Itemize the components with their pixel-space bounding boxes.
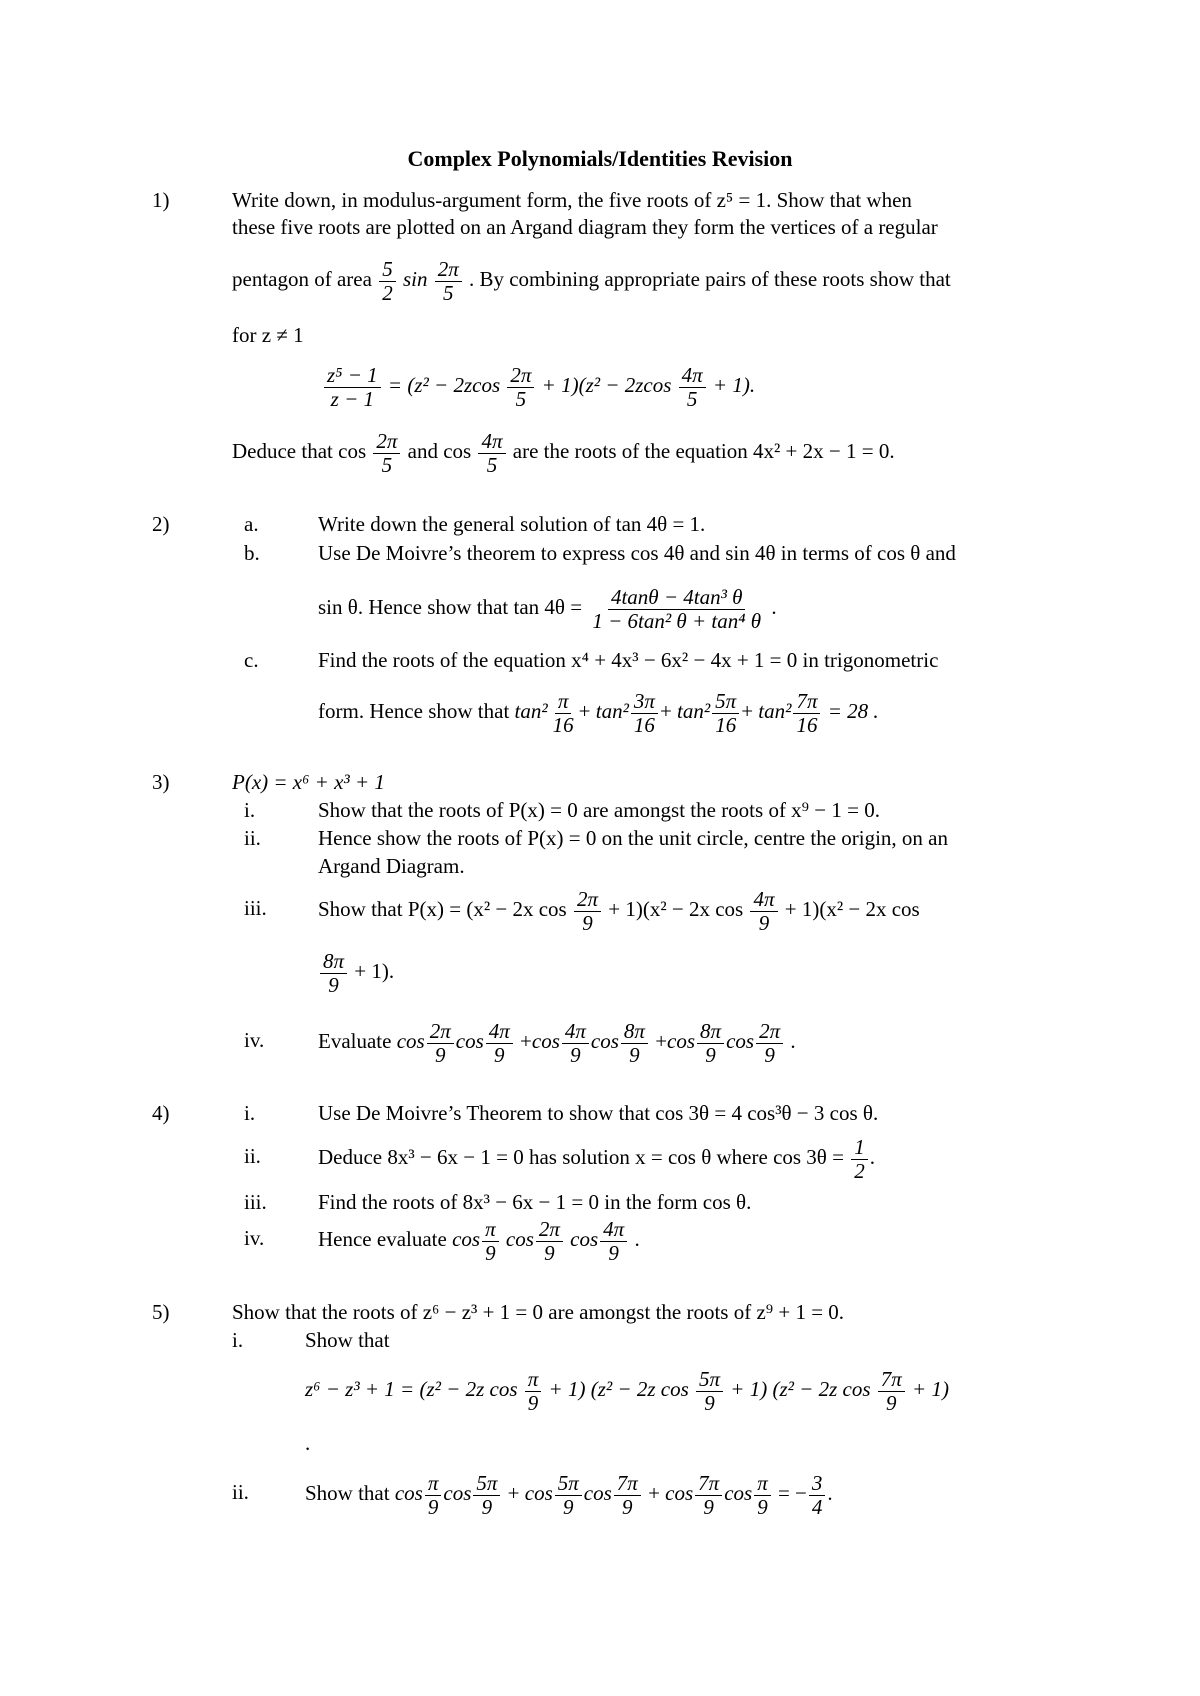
q3-iii-label: iii. <box>244 896 267 920</box>
q5-stray-dot: . <box>305 1431 311 1455</box>
q3-number: 3) <box>152 770 170 794</box>
q3-i-text: Show that the roots of P(x) = 0 are amongst the roots of x⁹ − 1 = 0. <box>318 798 880 822</box>
q2-b-label: b. <box>244 541 260 565</box>
q1-line-2: these five roots are plotted on an Argand diagram they form the vertices of a regular <box>232 215 938 239</box>
q4-iv-label: iv. <box>244 1226 265 1250</box>
q3-iv-expression: Evaluate cos $\frac{2\pi}{9}$ cos $\frac{4\pi}{9}$ +cos $\frac{4\pi}{9}$ cos $\frac{8\pi}{9}$ +cos $\frac{8\pi}{9}$ cos $\frac{2\pi}{9}$ . <box>318 1019 796 1067</box>
q4-ii-label: ii. <box>244 1144 261 1168</box>
q2-a-label: a. <box>244 512 259 536</box>
q5-number: 5) <box>152 1300 170 1324</box>
q3-ii-line-2: Argand Diagram. <box>318 854 465 878</box>
q4-i-label: i. <box>244 1101 256 1125</box>
q1-line-1: Write down, in modulus-argument form, the five roots of z⁵ = 1. Show that when <box>232 188 912 212</box>
q2-a-text: Write down the general solution of tan 4θ = 1. <box>318 512 706 536</box>
q4-number: 4) <box>152 1101 170 1125</box>
fraction-5-over-2: $\frac{5}{2}$ <box>379 258 396 304</box>
q5-factorisation: z⁶ − z³ + 1 = (z² − 2z cos $\frac{\pi}{9}$ + 1) (z² − 2z cos $\frac{5\pi}{9}$ + 1) (z² − 2z cos $\frac{7\pi}{9}$ + 1) <box>305 1367 949 1415</box>
q3-iv-label: iv. <box>244 1028 265 1052</box>
q5-intro: Show that the roots of z⁶ − z³ + 1 = 0 are amongst the roots of z⁹ + 1 = 0. <box>232 1300 845 1324</box>
q1-factorisation: $\frac{\text{z⁵ − 1}}{z - 1}$ = (z² − 2zcos $\frac{2\pi}{5}$ + 1)(z² − 2zcos $\frac{4\pi}{5}$ + 1). <box>322 364 755 410</box>
q5-ii-label: ii. <box>232 1480 249 1504</box>
q3-iii-line-2: $\frac{8\pi}{9}$ + 1). <box>318 950 394 996</box>
q2-c-line-1: Find the roots of the equation x⁴ + 4x³ − 6x² − 4x + 1 = 0 in trigonometric <box>318 648 939 672</box>
document-title: Complex Polynomials/Identities Revision <box>407 146 793 171</box>
q3-i-label: i. <box>244 798 256 822</box>
q1-number: 1) <box>152 188 170 212</box>
fraction-z5-minus-1: $\frac{\text{z⁵ − 1}}{z - 1}$ <box>324 364 381 410</box>
fraction-2pi-over-5: $\frac{2\pi}{5}$ <box>435 258 462 304</box>
q2-number: 2) <box>152 512 170 536</box>
q5-i-text: Show that <box>305 1328 390 1352</box>
q4-iii-label: iii. <box>244 1190 267 1214</box>
q4-iv-expression: Hence evaluate cos $\frac{\pi}{9}$ cos $\frac{2\pi}{9}$ cos $\frac{4\pi}{9}$ . <box>318 1217 640 1265</box>
q4-ii-text: Deduce 8x³ − 6x − 1 = 0 has solution x = cos θ where cos 3θ = $\frac{1}{2}$ . <box>318 1135 875 1183</box>
q4-iii-text: Find the roots of 8x³ − 6x − 1 = 0 in the form cos θ. <box>318 1190 752 1214</box>
q5-i-label: i. <box>232 1328 244 1352</box>
tan4theta-fraction: $\frac{\text{4tanθ − 4tan³ θ}}{\text{1 − 6tan² θ + tan⁴ θ}}$ <box>592 585 762 633</box>
q1-line-4: for z ≠ 1 <box>232 323 304 347</box>
q3-polynomial: P(x) = x⁶ + x³ + 1 <box>232 770 385 794</box>
q2-b-line-2: sin θ. Hence show that tan 4θ = $\frac{\text{4tanθ − 4tan³ θ}}{\text{1 − 6tan² θ + tan⁴ θ}}$ . <box>318 585 777 633</box>
q4-i-text: Use De Moivre’s Theorem to show that cos 3θ = 4 cos³θ − 3 cos θ. <box>318 1101 879 1125</box>
q1-line-3: pentagon of area $\frac{5}{2}$ sin $\frac{2\pi}{5}$ . By combining appropriate pairs of these roots show that <box>232 257 951 305</box>
q3-ii-label: ii. <box>244 826 261 850</box>
q2-c-line-2: form. Hence show that tan² $\frac{\pi}{16}$ + tan² $\frac{3\pi}{16}$ + tan² $\frac{5\pi}{16}$ + tan² $\frac{7\pi}{16}$ = 28 . <box>318 689 879 737</box>
q2-c-label: c. <box>244 648 259 672</box>
q3-iii-line-1: Show that P(x) = (x² − 2x cos $\frac{2\pi}{9}$ + 1)(x² − 2x cos $\frac{4\pi}{9}$ + 1)(x² − 2x cos <box>318 887 920 935</box>
q2-b-line-1: Use De Moivre’s theorem to express cos 4θ and sin 4θ in terms of cos θ and <box>318 541 956 565</box>
q3-ii-line-1: Hence show the roots of P(x) = 0 on the unit circle, centre the origin, on an <box>318 826 948 850</box>
q1-deduce: Deduce that cos $\frac{2\pi}{5}$ and cos $\frac{4\pi}{5}$ are the roots of the equation 4x² + 2x − 1 = 0. <box>232 429 895 477</box>
q5-ii-expression: Show that cos $\frac{\pi}{9}$ cos $\frac{5\pi}{9}$ + cos $\frac{5\pi}{9}$ cos $\frac{7\pi}{9}$ + cos $\frac{7\pi}{9}$ cos $\frac{\pi}{9}$ = − $\frac{3}{4}$ . <box>305 1471 833 1519</box>
q1-area-text: pentagon of area <box>232 266 372 291</box>
